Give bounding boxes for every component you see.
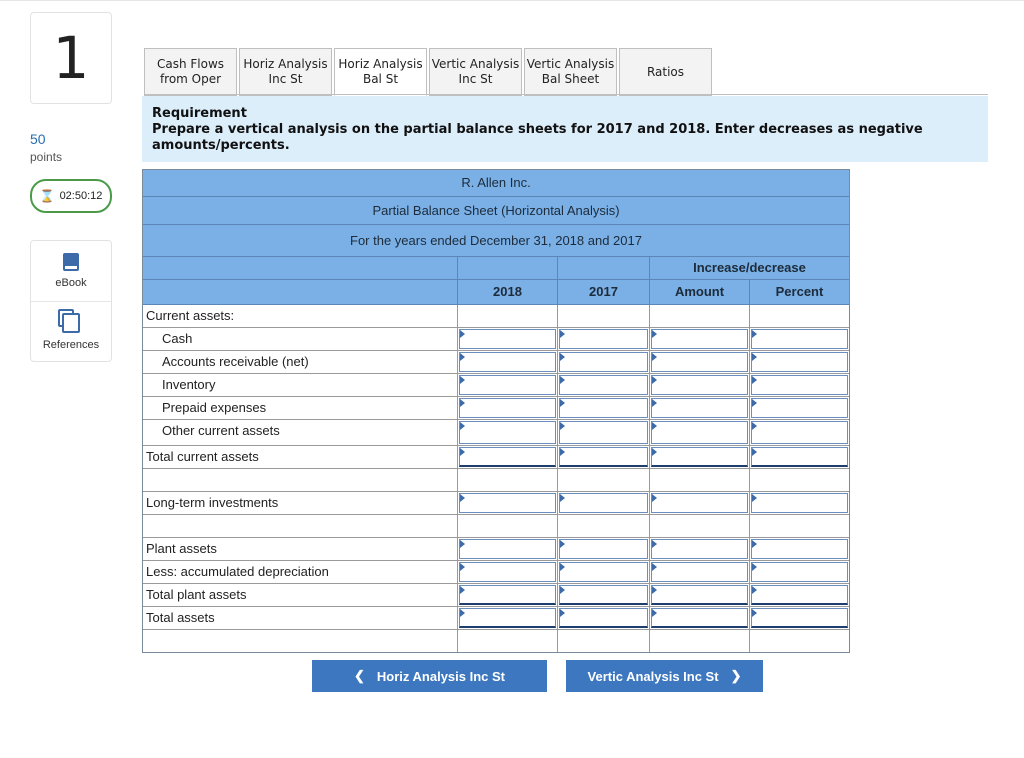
table-cell	[457, 374, 557, 396]
row-label: Cash	[162, 331, 193, 346]
row-label: Total current assets	[146, 449, 259, 464]
table-cell	[557, 420, 649, 445]
table-cell	[649, 561, 749, 583]
table-cell	[557, 397, 649, 419]
next-label: Vertic Analysis Inc St	[587, 668, 719, 684]
table-cell	[749, 469, 849, 491]
table-row	[143, 420, 849, 446]
col-amount: Amount	[649, 280, 749, 304]
tab-vertic-inc-st[interactable]	[429, 48, 522, 96]
amount-input[interactable]	[559, 398, 648, 418]
amount-input[interactable]	[559, 421, 648, 444]
table-cell	[557, 374, 649, 396]
table-cell	[557, 515, 649, 537]
table-cell	[649, 374, 749, 396]
table-row	[143, 328, 849, 351]
tab-label: Vertic Analysis	[431, 57, 520, 71]
table-cell	[649, 446, 749, 468]
amount-input[interactable]	[459, 421, 556, 444]
table-cell	[457, 584, 557, 606]
amount-input[interactable]	[651, 562, 748, 582]
amount-input[interactable]	[751, 329, 848, 349]
tab-horiz-inc-st[interactable]	[239, 48, 332, 96]
next-button[interactable]	[566, 660, 763, 692]
row-label	[143, 469, 457, 491]
blank-cell	[457, 257, 557, 279]
table-cell	[649, 630, 749, 652]
points	[30, 131, 62, 164]
row-label: Less: accumulated depreciation	[146, 564, 329, 579]
amount-input[interactable]	[651, 493, 748, 513]
requirement-body: Prepare a vertical analysis on the partial balance sheets for 2017 and 2018. Enter decreases as negative amounts/percents.	[152, 122, 923, 153]
table-cell	[557, 328, 649, 350]
amount-input[interactable]	[559, 608, 648, 628]
table-row	[143, 492, 849, 515]
amount-input[interactable]	[651, 329, 748, 349]
table-cell	[749, 561, 849, 583]
tab-bar	[144, 48, 714, 96]
amount-input[interactable]	[559, 493, 648, 513]
table-cell	[749, 607, 849, 629]
col-2018: 2018	[457, 280, 557, 304]
table-cell	[457, 351, 557, 373]
timer[interactable]	[30, 179, 112, 213]
table-row	[143, 584, 849, 607]
references-label: References	[42, 339, 100, 351]
table-row	[143, 630, 849, 652]
table-row	[143, 397, 849, 420]
balance-sheet-table	[142, 169, 850, 653]
amount-input[interactable]	[751, 398, 848, 418]
table-cell	[749, 538, 849, 560]
company-name: R. Allen Inc.	[143, 170, 849, 197]
table-cell	[749, 515, 849, 537]
amount-input[interactable]	[751, 421, 848, 444]
tab-label: Vertic Analysis	[526, 57, 615, 71]
amount-input[interactable]	[459, 447, 556, 467]
sheet-title: Partial Balance Sheet (Horizontal Analysis)	[143, 197, 849, 225]
table-cell	[649, 397, 749, 419]
tab-horiz-bal-st[interactable]	[334, 48, 427, 96]
requirement-title: Requirement	[152, 106, 247, 121]
amount-input[interactable]	[559, 329, 648, 349]
row-label: Current assets:	[146, 308, 235, 323]
amount-input[interactable]	[459, 539, 556, 559]
row-label: Total assets	[146, 610, 215, 625]
increase-decrease-header: Increase/decrease	[649, 257, 849, 279]
sheet-period: For the years ended December 31, 2018 and 2017	[143, 225, 849, 257]
table-cell	[457, 420, 557, 445]
tab-vertic-bal-sheet[interactable]	[524, 48, 617, 96]
amount-input[interactable]	[559, 539, 648, 559]
amount-input[interactable]	[751, 608, 848, 628]
hourglass-icon: ⌛	[39, 189, 55, 203]
table-cell	[457, 538, 557, 560]
question-number: 1	[30, 12, 112, 104]
row-label: Inventory	[162, 377, 216, 392]
amount-input[interactable]	[459, 585, 556, 605]
requirement-box	[142, 96, 988, 162]
table-cell	[457, 469, 557, 491]
tab-label: Ratios	[646, 64, 685, 79]
amount-input[interactable]	[559, 562, 648, 582]
amount-input[interactable]	[751, 562, 848, 582]
blank-cell	[143, 280, 457, 304]
table-cell	[749, 374, 849, 396]
amount-input[interactable]	[651, 375, 748, 395]
timer-value: 02:50:12	[59, 190, 103, 202]
tab-cash-flows[interactable]	[144, 48, 237, 96]
tab-label: Bal Sheet	[541, 72, 600, 86]
row-label: Plant assets	[146, 541, 217, 556]
table-cell	[557, 492, 649, 514]
chevron-left-icon: ❮	[353, 668, 365, 683]
ebook-label: eBook	[55, 277, 87, 289]
table-cell	[649, 492, 749, 514]
amount-input[interactable]	[651, 539, 748, 559]
ebook-button[interactable]	[31, 241, 111, 301]
table-cell	[749, 305, 849, 327]
chevron-right-icon: ❯	[730, 668, 742, 683]
amount-input[interactable]	[459, 493, 556, 513]
table-row	[143, 446, 849, 469]
amount-input[interactable]	[751, 585, 848, 605]
points-label: points	[30, 150, 63, 164]
table-cell	[649, 305, 749, 327]
table-cell	[457, 446, 557, 468]
table-cell	[649, 515, 749, 537]
table-cell	[649, 420, 749, 445]
row-label: Other current assets	[162, 423, 280, 438]
amount-input[interactable]	[651, 398, 748, 418]
tools-panel	[30, 240, 112, 362]
col-2017: 2017	[557, 280, 649, 304]
table-cell	[457, 630, 557, 652]
tab-label: Inc St	[458, 72, 493, 86]
references-icon	[62, 313, 80, 333]
row-label: Accounts receivable (net)	[162, 354, 309, 369]
table-row	[143, 607, 849, 630]
tab-label: Inc St	[268, 72, 303, 86]
table-cell	[649, 328, 749, 350]
row-label: Long-term investments	[146, 495, 279, 510]
amount-input[interactable]	[751, 352, 848, 372]
prev-button[interactable]	[312, 660, 547, 692]
table-cell	[457, 492, 557, 514]
amount-input[interactable]	[459, 352, 556, 372]
table-cell	[457, 397, 557, 419]
table-cell	[749, 328, 849, 350]
table-cell	[649, 607, 749, 629]
table-cell	[749, 584, 849, 606]
table-row	[143, 561, 849, 584]
amount-input[interactable]	[751, 375, 848, 395]
amount-input[interactable]	[559, 375, 648, 395]
table-row	[143, 351, 849, 374]
table-row	[143, 305, 849, 328]
tab-label: from Oper	[159, 72, 222, 86]
table-cell	[749, 630, 849, 652]
tab-label: Bal St	[362, 72, 399, 86]
tab-label: Horiz Analysis	[338, 57, 423, 71]
amount-input[interactable]	[651, 608, 748, 628]
table-row	[143, 515, 849, 538]
amount-input[interactable]	[651, 585, 748, 605]
group-header-row	[143, 257, 849, 280]
col-percent: Percent	[749, 280, 849, 304]
table-cell	[457, 607, 557, 629]
table-cell	[649, 469, 749, 491]
table-body	[143, 305, 849, 652]
tab-divider	[144, 94, 988, 95]
amount-input[interactable]	[459, 375, 556, 395]
table-cell	[557, 607, 649, 629]
table-row	[143, 469, 849, 492]
amount-input[interactable]	[459, 562, 556, 582]
amount-input[interactable]	[651, 447, 748, 467]
tab-label: Cash Flows	[156, 57, 225, 71]
table-row	[143, 374, 849, 397]
amount-input[interactable]	[751, 447, 848, 467]
table-cell	[457, 328, 557, 350]
row-label: Total plant assets	[146, 587, 247, 602]
table-cell	[557, 469, 649, 491]
blank-cell	[143, 257, 457, 279]
table-cell	[557, 446, 649, 468]
table-cell	[557, 351, 649, 373]
table-cell	[649, 584, 749, 606]
row-label: Prepaid expenses	[162, 400, 267, 415]
column-header-row	[143, 280, 849, 305]
table-row	[143, 538, 849, 561]
amount-input[interactable]	[751, 539, 848, 559]
table-cell	[749, 420, 849, 445]
points-value: 50	[30, 131, 46, 147]
table-cell	[557, 561, 649, 583]
amount-input[interactable]	[651, 421, 748, 444]
row-label	[143, 630, 457, 652]
table-cell	[557, 305, 649, 327]
table-cell	[749, 446, 849, 468]
table-cell	[649, 351, 749, 373]
table-cell	[557, 538, 649, 560]
amount-input[interactable]	[459, 398, 556, 418]
tab-ratios[interactable]	[619, 48, 712, 96]
amount-input[interactable]	[751, 493, 848, 513]
top-border	[0, 0, 1024, 1]
amount-input[interactable]	[651, 352, 748, 372]
table-cell	[749, 492, 849, 514]
table-cell	[749, 351, 849, 373]
table-cell	[557, 630, 649, 652]
amount-input[interactable]	[559, 352, 648, 372]
table-cell	[649, 538, 749, 560]
table-cell	[457, 305, 557, 327]
table-cell	[749, 397, 849, 419]
amount-input[interactable]	[459, 329, 556, 349]
references-button[interactable]	[31, 301, 111, 362]
prev-label: Horiz Analysis Inc St	[376, 668, 505, 684]
amount-input[interactable]	[559, 447, 648, 467]
table-cell	[457, 561, 557, 583]
amount-input[interactable]	[559, 585, 648, 605]
table-cell	[457, 515, 557, 537]
amount-input[interactable]	[459, 608, 556, 628]
tab-label: Horiz Analysis	[243, 57, 328, 71]
table-cell	[557, 584, 649, 606]
ebook-icon	[63, 253, 79, 271]
row-label	[143, 515, 457, 537]
blank-cell	[557, 257, 649, 279]
